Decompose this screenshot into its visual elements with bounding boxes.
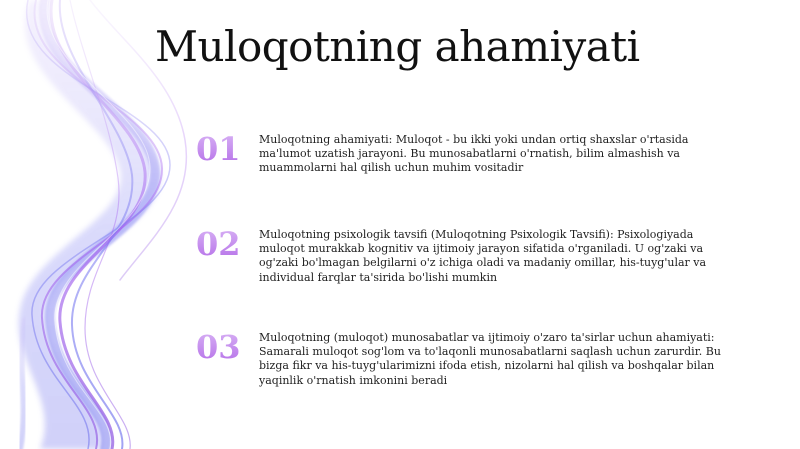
page-title: Muloqotning ahamiyati xyxy=(155,22,640,71)
item-number: 03 xyxy=(196,329,248,365)
item-text: Muloqotning ahamiyati: Muloqot - bu ikki yoki undan ortiq shaxslar o'rtasida ma'lumot uzatish jarayoni. Bu munosabatlarni o'rnatish, bilim almashish va muammolarni hal qilish uchun muhim vositadir xyxy=(259,133,689,175)
item-number: 01 xyxy=(196,131,248,167)
item-text: Muloqotning psixologik tavsifi (Muloqotning Psixologik Tavsifi): Psixologiyada muloqot murakkab kognitiv va ijtimoiy jarayon sifatida o'rganiladi. U og'zaki va og'zaki bo'lmagan belgilarni o'z ichiga oladi va madaniy omillar, his-tuyg'ular va individual farqlar ta'sirida bo'lishi mumkin xyxy=(259,228,707,284)
item-text: Muloqotning (muloqot) munosabatlar va ijtimoiy o'zaro ta'sirlar uchun ahamiyati: Samarali muloqot sog'lom va to'laqonli munosabatlarni saqlash uchun zarurdir. Bu bizga fikr va his-tuyg'ularimizni ifoda etish, nizolarni hal qilish va boshqalar bilan yaqinlik o'rnatish imkonini beradi xyxy=(259,331,721,387)
list-item-01 xyxy=(196,131,756,211)
item-number: 02 xyxy=(196,226,248,262)
list-item-02 xyxy=(196,226,756,306)
list-item-03 xyxy=(196,329,756,409)
